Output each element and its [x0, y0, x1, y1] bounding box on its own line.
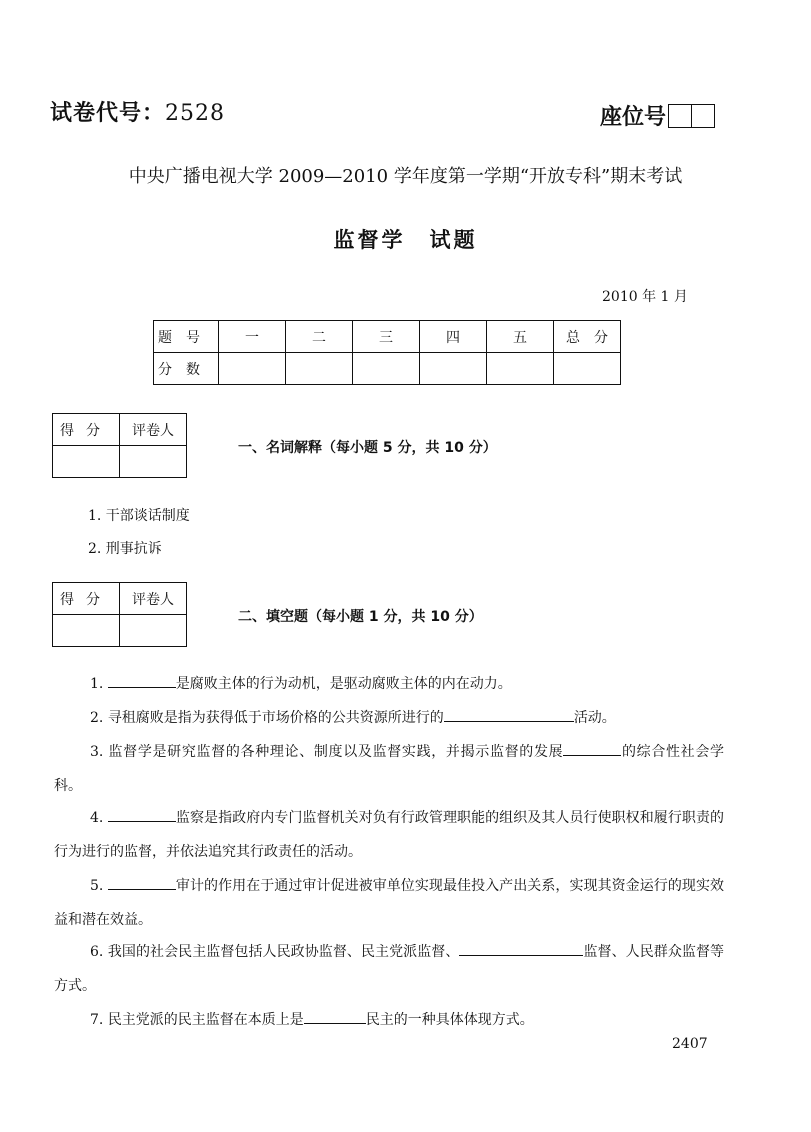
section1-title: 一、名词解释（每小题 5 分，共 10 分）: [238, 440, 497, 456]
seat-number: [600, 100, 715, 131]
page-number: 2407: [672, 1036, 708, 1052]
score-table-col-2: 二: [286, 321, 353, 353]
answer-blank[interactable]: [108, 875, 176, 890]
paper-code: [50, 96, 225, 127]
grader-box-section1: [52, 413, 187, 478]
score-table-col-4: 四: [420, 321, 487, 353]
score-table: [153, 320, 621, 385]
section1-item: 2. 刑事抗诉: [88, 541, 162, 557]
answer-blank[interactable]: [108, 807, 176, 822]
grader-box-section2: [52, 582, 187, 647]
exam-date: 2010 年 1 月: [602, 289, 688, 305]
answer-blank[interactable]: [563, 741, 621, 756]
section1-item: 1. 干部谈话制度: [88, 508, 190, 524]
score-table-header-row: [154, 321, 621, 353]
grader-name-label: 评卷人: [120, 583, 187, 615]
score-table-col-5: 五: [487, 321, 554, 353]
grader-name-cell[interactable]: [120, 615, 187, 647]
score-cell[interactable]: [554, 353, 621, 385]
answer-blank[interactable]: [108, 673, 176, 688]
subject-title: 监督学 试题: [333, 228, 478, 252]
grader-score-label: 得分: [53, 414, 120, 446]
seat-number-boxes[interactable]: [668, 104, 715, 128]
question-6: 6. 我国的社会民主监督包括人民政协监督、民主党派监督、 监督、人民群众监督等方式。: [54, 935, 724, 1003]
paper-code-value: 2528: [165, 101, 226, 126]
answer-blank[interactable]: [444, 707, 574, 722]
question-2: 2. 寻租腐败是指为获得低于市场价格的公共资源所进行的 活动。: [54, 701, 724, 735]
score-table-row-label: 分数: [154, 353, 219, 385]
score-table-col-total: 总 分: [554, 321, 621, 353]
answer-blank[interactable]: [459, 941, 583, 956]
score-cell[interactable]: [219, 353, 286, 385]
question-5: 5. 审计的作用在于通过审计促进被审单位实现最佳投入产出关系，实现其资金运行的现实效益和潜在效益。: [54, 869, 724, 937]
score-cell[interactable]: [487, 353, 554, 385]
question-7: 7. 民主党派的民主监督在本质上是 民主的一种具体体现方式。: [54, 1003, 724, 1037]
exam-title: 中央广播电视大学 2009—2010 学年度第一学期“开放专科”期末考试: [128, 166, 683, 187]
score-table-row-label: 题号: [154, 321, 219, 353]
score-cell[interactable]: [353, 353, 420, 385]
score-table-col-3: 三: [353, 321, 420, 353]
grader-name-cell[interactable]: [120, 446, 187, 478]
paper-code-label: 试卷代号：: [50, 101, 166, 126]
answer-blank[interactable]: [304, 1009, 366, 1024]
score-cell[interactable]: [420, 353, 487, 385]
score-cell[interactable]: [286, 353, 353, 385]
grader-score-label: 得分: [53, 583, 120, 615]
grader-name-label: 评卷人: [120, 414, 187, 446]
question-4: 4. 监察是指政府内专门监督机关对负有行政管理职能的组织及其人员行使职权和履行职责的行为进行的监督，并依法追究其行政责任的活动。: [54, 801, 724, 869]
seat-number-label: 座位号: [600, 105, 667, 130]
grader-score-cell[interactable]: [53, 446, 120, 478]
question-3: 3. 监督学是研究监督的各种理论、制度以及监督实践，并揭示监督的发展 的综合性社会学科。: [54, 735, 724, 803]
question-1: 1. 是腐败主体的行为动机，是驱动腐败主体的内在动力。: [54, 667, 724, 701]
section2-title: 二、填空题（每小题 1 分，共 10 分）: [238, 609, 483, 625]
grader-score-cell[interactable]: [53, 615, 120, 647]
score-table-col-1: 一: [219, 321, 286, 353]
score-table-score-row: [154, 353, 621, 385]
